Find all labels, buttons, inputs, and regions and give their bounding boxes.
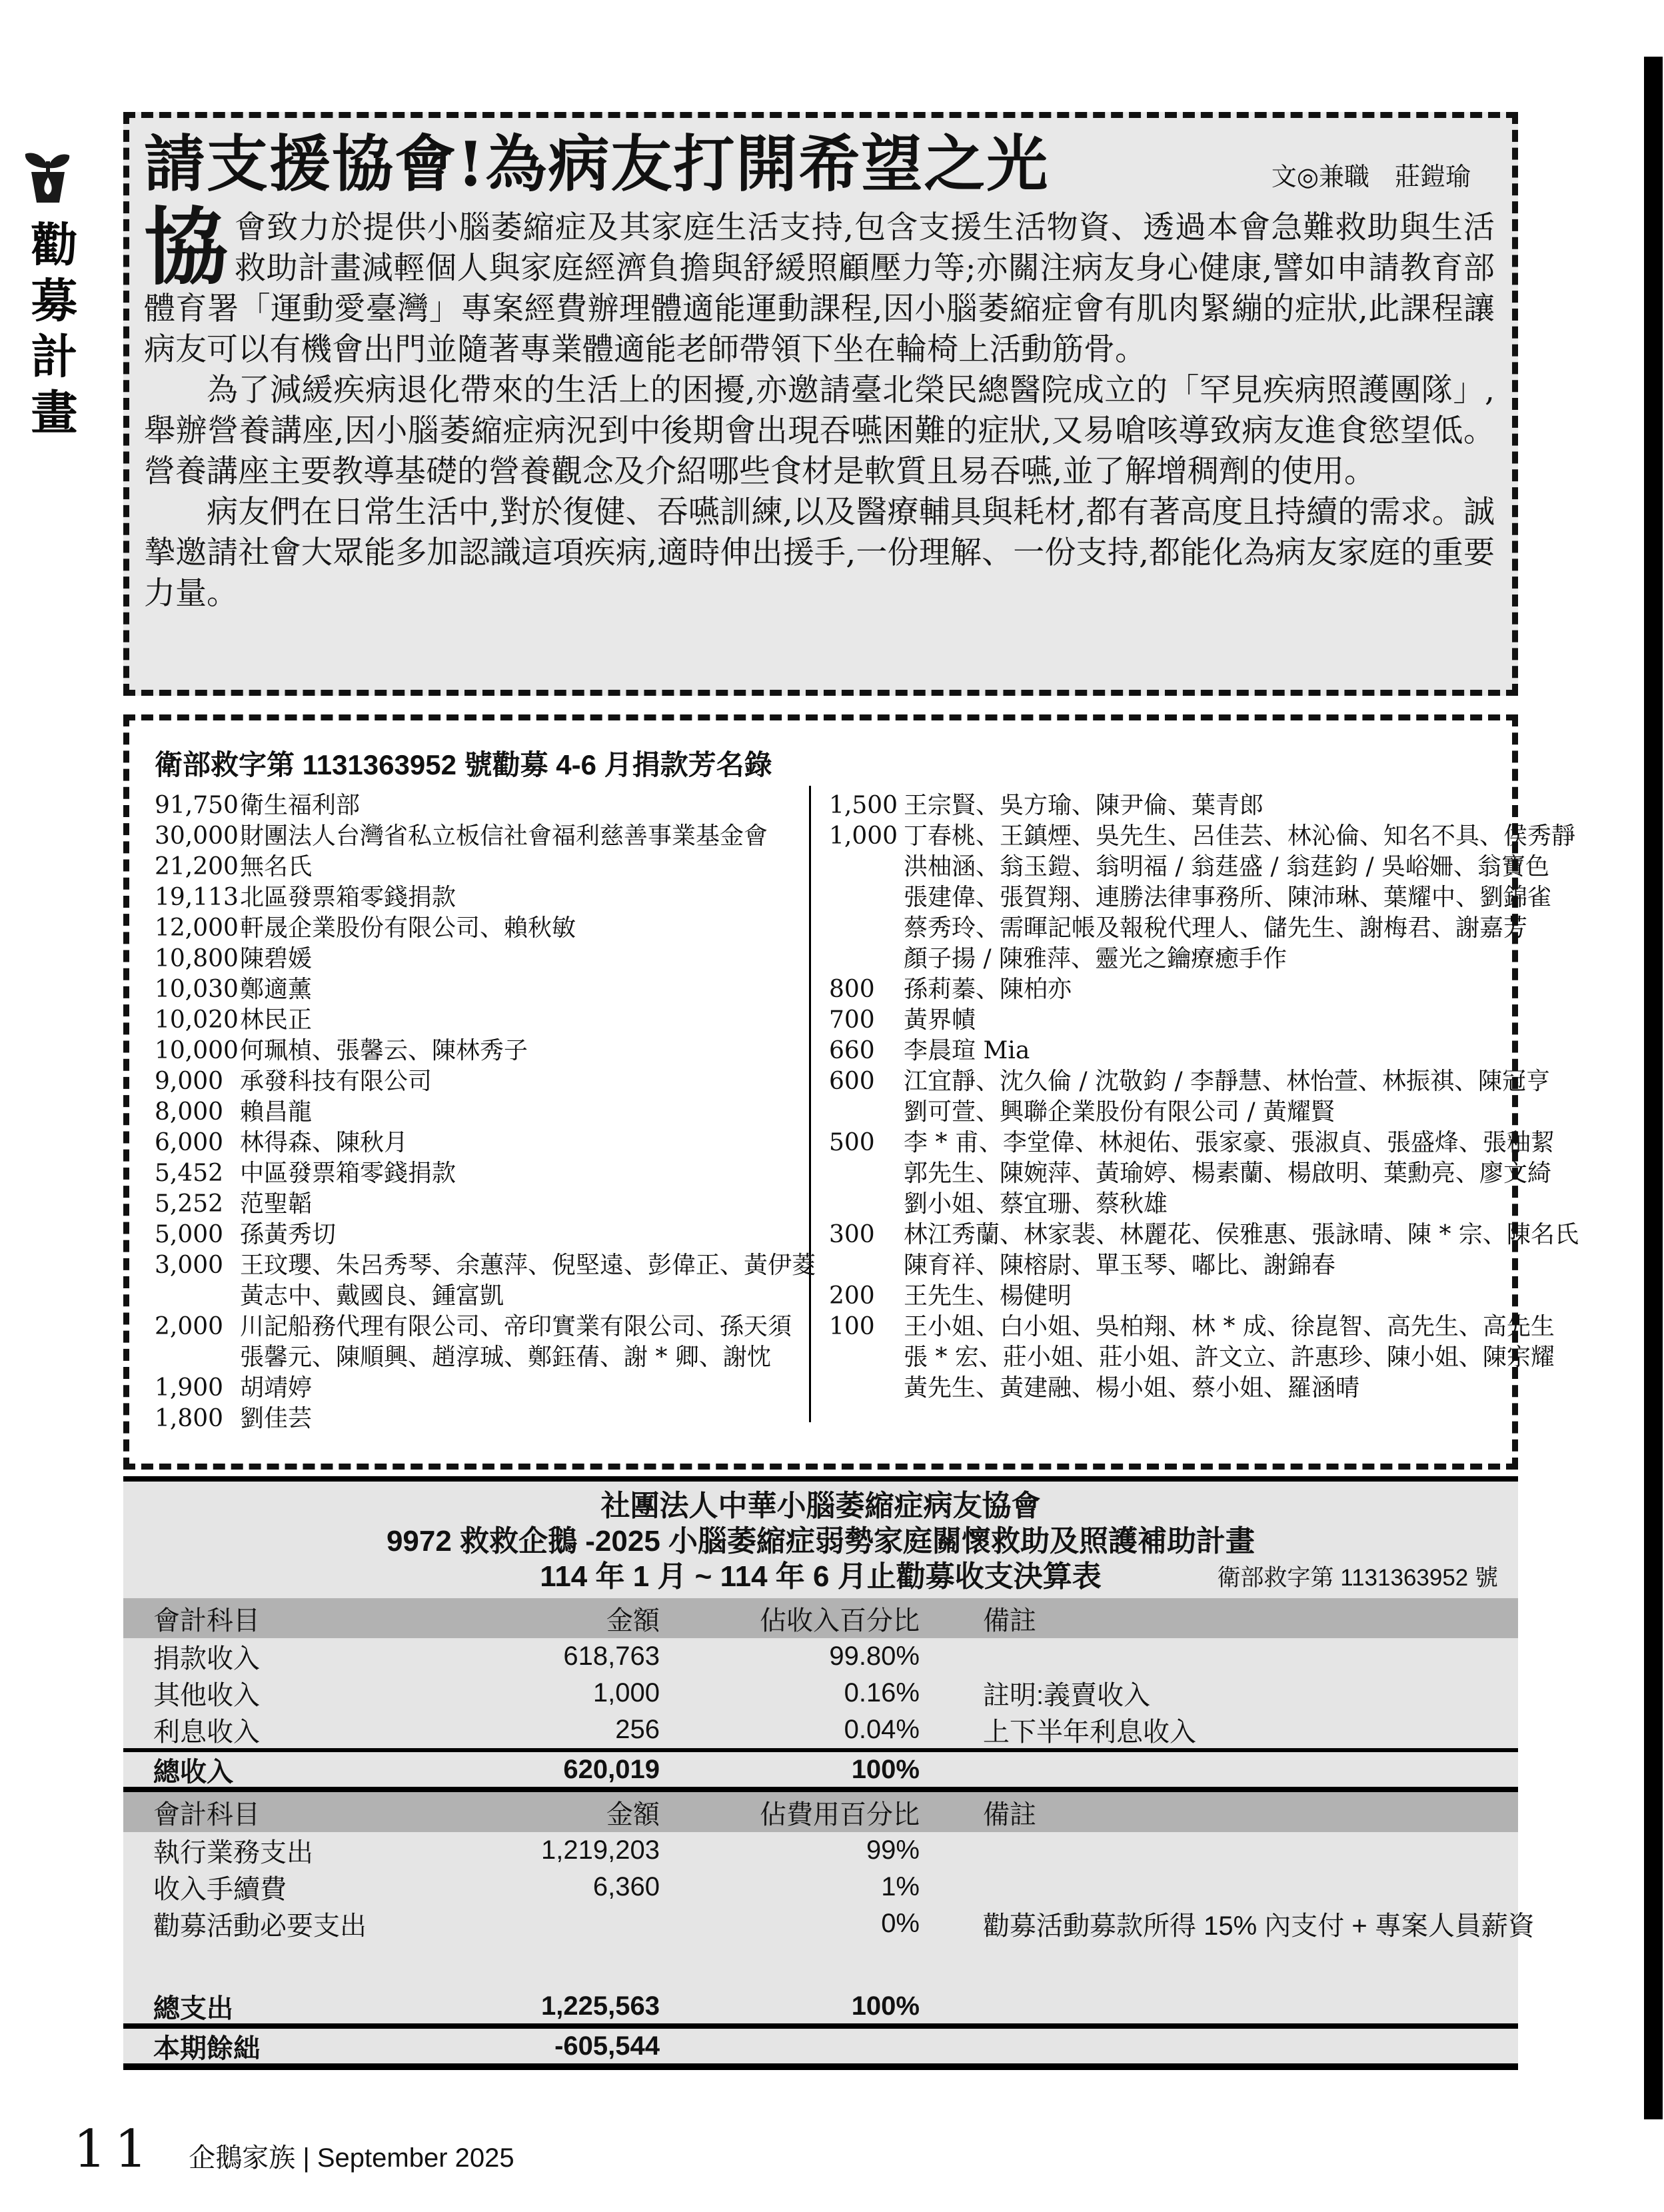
report-row	[123, 1752, 1518, 1787]
percent-value: 0.16%	[844, 1678, 920, 1707]
donor-entry	[155, 1158, 794, 1189]
percent-value: 0.04%	[844, 1715, 920, 1744]
income-table-header	[123, 1598, 1518, 1638]
donor-names: 承發科技有限公司	[240, 1068, 432, 1095]
donor-names: 何珮楨、張馨云、陳林秀子	[240, 1037, 528, 1064]
amount-value: 6,360	[592, 1872, 660, 1901]
donor-names: 李晨瑄 Mia	[904, 1037, 1030, 1064]
donor-amount: 6,000	[155, 1129, 224, 1156]
spacer-row	[123, 1942, 1518, 1989]
amount-value: 620,019	[563, 1754, 660, 1784]
page-edge-bar	[1644, 57, 1663, 2119]
donor-entry	[155, 974, 794, 1005]
column-header-percent: 佔費用百分比	[760, 1799, 920, 1829]
account-item: 總支出	[153, 1993, 233, 2023]
donor-names: 王玟瓔、朱呂秀琴、余蕙萍、倪堅遠、彭偉正、黃伊菱 黃志中、戴國良、鍾富凱	[240, 1252, 816, 1310]
donor-names: 賴昌龍	[240, 1098, 313, 1126]
donor-amount: 30,000	[155, 822, 239, 850]
donor-entry	[155, 821, 794, 852]
percent-value: 99.80%	[829, 1642, 920, 1671]
report-org: 社團法人中華小腦萎縮症病友協會	[600, 1490, 1041, 1522]
account-item: 捐款收入	[153, 1644, 260, 1673]
expense-table-rows	[123, 1832, 1535, 1942]
donor-amount: 5,452	[155, 1160, 224, 1187]
percent-value: 99%	[866, 1835, 920, 1865]
donor-entry	[829, 1005, 1515, 1036]
donor-names: 無名氏	[240, 853, 313, 880]
donor-names: 中區發票箱零錢捐款	[240, 1160, 456, 1187]
donor-amount: 8,000	[155, 1098, 224, 1126]
note-text: 勸募活動募款所得 15% 內支付 + 專案人員薪資	[983, 1911, 1535, 1941]
account-item: 其他收入	[153, 1681, 260, 1710]
donor-names: 北區發票箱零錢捐款	[240, 884, 456, 911]
donor-entry	[155, 913, 794, 944]
donor-names: 衛生福利部	[240, 792, 361, 819]
expense-total-row	[123, 1989, 1518, 2023]
donor-entry	[829, 790, 1515, 821]
donor-names: 江宜靜、沈久倫 / 沈敬鈞 / 李靜慧、林怡萱、林振祺、陳冠亨 劉可萱、興聯企業股份有限公司 / 黃耀賢	[904, 1068, 1551, 1126]
expense-table-header	[123, 1792, 1518, 1832]
donor-amount: 21,200	[155, 853, 239, 880]
publication-name: 企鵝家族 | September 2025	[189, 2143, 514, 2173]
donor-amount: 5,252	[155, 1190, 224, 1218]
amount-value: 1,219,203	[541, 1835, 660, 1865]
donor-entry	[829, 1066, 1551, 1128]
income-table-rows	[123, 1638, 1518, 1748]
donor-column-left	[155, 790, 816, 1434]
donor-amount: 600	[829, 1068, 875, 1095]
report-period: 114 年 1 月 ~ 114 年 6 月止勸募收支決算表	[540, 1560, 1102, 1593]
donor-entry	[829, 1281, 1515, 1312]
donor-names: 孫莉蓁、陳柏亦	[904, 976, 1072, 1003]
donor-names: 王宗賢、吳方瑜、陳尹倫、葉青郎	[904, 792, 1264, 819]
article-byline: 文◎兼職 莊鎧瑜	[1271, 163, 1471, 191]
donor-amount: 500	[829, 1129, 875, 1156]
report-row	[123, 1832, 1518, 1869]
donor-amount: 19,113	[155, 884, 239, 911]
balance-row	[123, 2029, 1518, 2063]
article-headline: 請支援協會!為病友打開希望之光	[144, 128, 1050, 200]
donor-entry	[155, 1404, 794, 1434]
donor-names: 鄭適薰	[240, 976, 313, 1003]
donor-names: 林江秀蘭、林家裴、林麗花、侯雅惠、張詠晴、陳 * 宗、陳名氏 陳育祥、陳榕尉、單玉琴、嘟比、謝錦春	[904, 1221, 1579, 1279]
donor-column-right	[829, 790, 1579, 1404]
account-item: 本期餘絀	[153, 2033, 260, 2063]
donor-amount: 800	[829, 976, 875, 1003]
donor-list-title: 衛部救字第 1131363952 號勸募 4-6 月捐款芳名錄	[155, 749, 772, 780]
report-row	[123, 1638, 1518, 1675]
note-text: 註明:義賣收入	[983, 1681, 1151, 1710]
donor-amount: 10,030	[155, 976, 239, 1003]
donor-names: 財團法人台灣省私立板信社會福利慈善事業基金會	[240, 822, 768, 850]
amount-value: 1,225,563	[541, 1991, 660, 2021]
donor-entry	[829, 1128, 1555, 1220]
amount-value: -605,544	[554, 2031, 660, 2061]
amount-value: 256	[615, 1715, 660, 1744]
drop-cap: 協	[144, 198, 228, 297]
column-header-item: 會計科目	[153, 1606, 260, 1636]
paragraph-3: 病友們在日常生活中,對於復健、吞嚥訓練,以及醫療輔具與耗材,都有著高度且持續的需求。誠摯邀請社會大眾能多加認識這項疾病,適時伸出援手,一份理解、一份支持,都能化為病友家庭的重要力量。	[144, 494, 1495, 612]
donor-amount: 300	[829, 1221, 875, 1248]
donor-amount: 2,000	[155, 1313, 224, 1340]
paragraph-2: 為了減緩疾病退化帶來的生活上的困擾,亦邀請臺北榮民總醫院成立的「罕見疾病照護團隊」,舉辦營養講座,因小腦萎縮症病況到中後期會出現吞嚥困難的症狀,又易嗆咳導致病友進食慾望低。營養講座主要教導基礎的營養觀念及介紹哪些食材是軟質且易吞嚥,並了解增稠劑的使用。	[144, 372, 1495, 490]
donor-entry	[829, 1036, 1515, 1066]
amount-value: 618,763	[563, 1642, 660, 1671]
account-item: 總收入	[153, 1757, 233, 1787]
report-row	[123, 1869, 1518, 1905]
account-item: 利息收入	[153, 1717, 260, 1747]
column-header-note: 備註	[983, 1799, 1036, 1829]
donor-entry	[829, 821, 1576, 974]
donor-names: 軒晟企業股份有限公司、賴秋敏	[240, 914, 576, 942]
donor-amount: 660	[829, 1037, 875, 1064]
donor-entry	[155, 944, 794, 974]
donor-entry	[155, 1373, 794, 1404]
article-body	[144, 198, 1495, 614]
donor-entry	[155, 790, 794, 821]
report-header	[123, 1482, 1518, 1598]
donor-entry	[155, 852, 794, 882]
appeal-article	[123, 112, 1518, 696]
amount-value: 1,000	[592, 1678, 660, 1707]
donor-amount: 9,000	[155, 1068, 224, 1095]
donor-names: 王小姐、白小姐、吳柏翔、林 * 成、徐崑智、高先生、高先生 張 * 宏、莊小姐、莊小姐、許文立、許惠珍、陳小姐、陳宗耀 黃先生、黃建融、楊小姐、蔡小姐、羅涵晴	[904, 1313, 1555, 1402]
donor-entry	[155, 1097, 794, 1128]
donor-names: 劉佳芸	[240, 1405, 313, 1432]
donor-amount: 1,500	[829, 792, 898, 819]
report-top-rule	[123, 1476, 1518, 1482]
percent-value: 100%	[851, 1754, 920, 1784]
percent-value: 1%	[881, 1872, 920, 1901]
donor-entry	[155, 1189, 794, 1220]
column-header-amount: 金額	[606, 1606, 660, 1636]
donor-entry	[155, 1128, 794, 1158]
column-header-amount: 金額	[606, 1799, 660, 1829]
paragraph-1	[144, 198, 1495, 370]
donor-amount: 5,000	[155, 1221, 224, 1248]
column-header-percent: 佔收入百分比	[760, 1606, 920, 1636]
column-header-note: 備註	[983, 1606, 1036, 1636]
donor-names: 林民正	[240, 1006, 313, 1034]
donor-amount: 1,800	[155, 1405, 224, 1432]
donor-entry	[155, 1220, 794, 1250]
report-subtitle: 9972 救救企鵝 -2025 小腦萎縮症弱勢家庭關懷救助及照護補助計畫	[386, 1525, 1255, 1558]
account-item: 執行業務支出	[153, 1838, 313, 1867]
donor-names: 李 * 甫、李堂偉、林昶佑、張家豪、張淑貞、張盛烽、張釉絜 郭先生、陳婉萍、黃瑜婷、楊素蘭、楊啟明、葉勳亮、廖文綺 劉小姐、蔡宜珊、蔡秋雄	[904, 1129, 1555, 1218]
donor-amount: 91,750	[155, 792, 239, 819]
report-row	[123, 1989, 1518, 2023]
donor-amount: 100	[829, 1313, 875, 1340]
donor-entry	[155, 1312, 794, 1373]
donor-amount: 10,020	[155, 1006, 239, 1034]
report-doc-number: 衛部救字第 1131363952 號	[1217, 1565, 1498, 1591]
note-text: 上下半年利息收入	[983, 1717, 1196, 1747]
donor-entry	[155, 1250, 816, 1312]
donor-names: 陳碧媛	[240, 945, 313, 972]
donor-amount: 1,000	[829, 822, 898, 850]
account-item: 勸募活動必要支出	[153, 1911, 367, 1941]
donor-names: 丁春桃、王鎮煙、吳先生、呂佳芸、林沁倫、知名不具、侯秀靜 洪柚涵、翁玉鎧、翁明福 / 翁莛盛 / 翁莛鈞 / 吳峪姍、翁寶色 張建偉、張賀翔、連勝法律事務所、陳沛琳、葉耀中、劉錦雀 蔡秀玲、需暉記帳及報稅代理人、儲先生、謝梅君、謝嘉芳 顏子揚 / 陳雅萍、靈光之鑰療癒手作	[904, 822, 1576, 972]
report-row	[123, 2029, 1518, 2063]
donor-names: 范聖韜	[240, 1190, 313, 1218]
percent-value: 0%	[881, 1909, 920, 1938]
column-divider	[809, 786, 811, 1422]
donor-names: 林得森、陳秋月	[240, 1129, 409, 1156]
donor-entry	[829, 1220, 1579, 1281]
page-footer	[73, 2119, 514, 2179]
column-header-item: 會計科目	[153, 1799, 260, 1829]
section-label: 勸募計畫	[25, 220, 77, 444]
donor-entry	[155, 1005, 794, 1036]
headline-row	[144, 127, 1495, 201]
donor-amount: 3,000	[155, 1252, 224, 1279]
donor-entry	[829, 974, 1515, 1005]
report-row	[123, 1905, 1535, 1942]
report-row	[123, 1675, 1518, 1711]
paragraph-1-text: 會致力於提供小腦萎縮症及其家庭生活支持,包含支援生活物資、透過本會急難救助與生活救助計畫減輕個人與家庭經濟負擔與舒緩照顧壓力等;亦關注病友身心健康,譬如申請教育部體育署「運動愛臺灣」專案經費辦理體適能運動課程,因小腦萎縮症會有肌肉緊繃的症狀,此課程讓病友可以有機會出門並隨著專業體適能老師帶領下坐在輪椅上活動筋骨。	[144, 209, 1495, 368]
report-row	[123, 1711, 1518, 1748]
donor-amount: 200	[829, 1282, 875, 1310]
account-item: 收入手續費	[153, 1875, 287, 1904]
donor-amount: 700	[829, 1006, 875, 1034]
donor-entry	[155, 1036, 794, 1066]
donor-entry	[829, 1312, 1555, 1404]
donor-list-box	[123, 714, 1579, 1470]
donor-amount: 12,000	[155, 914, 239, 942]
page-number: 11	[73, 2119, 156, 2179]
income-total-row	[123, 1752, 1518, 1787]
donor-names: 王先生、楊健明	[904, 1282, 1072, 1310]
donor-entry	[155, 882, 794, 913]
donor-names: 黃界幘	[904, 1006, 976, 1034]
donor-names: 胡靖婷	[240, 1374, 313, 1402]
donor-amount: 1,900	[155, 1374, 224, 1402]
financial-report	[123, 1476, 1535, 2070]
donor-names: 孫黃秀切	[240, 1221, 337, 1248]
donor-amount: 10,800	[155, 945, 239, 972]
sprout-pot-icon	[19, 148, 77, 204]
donor-names: 川記船務代理有限公司、帝印實業有限公司、孫天須 張馨元、陳順興、趙淳珹、鄭鈺蒨、謝 * 卿、謝忱	[240, 1313, 792, 1371]
donor-amount: 10,000	[155, 1037, 239, 1064]
percent-value: 100%	[851, 1991, 920, 2021]
donor-entry	[155, 1066, 794, 1097]
